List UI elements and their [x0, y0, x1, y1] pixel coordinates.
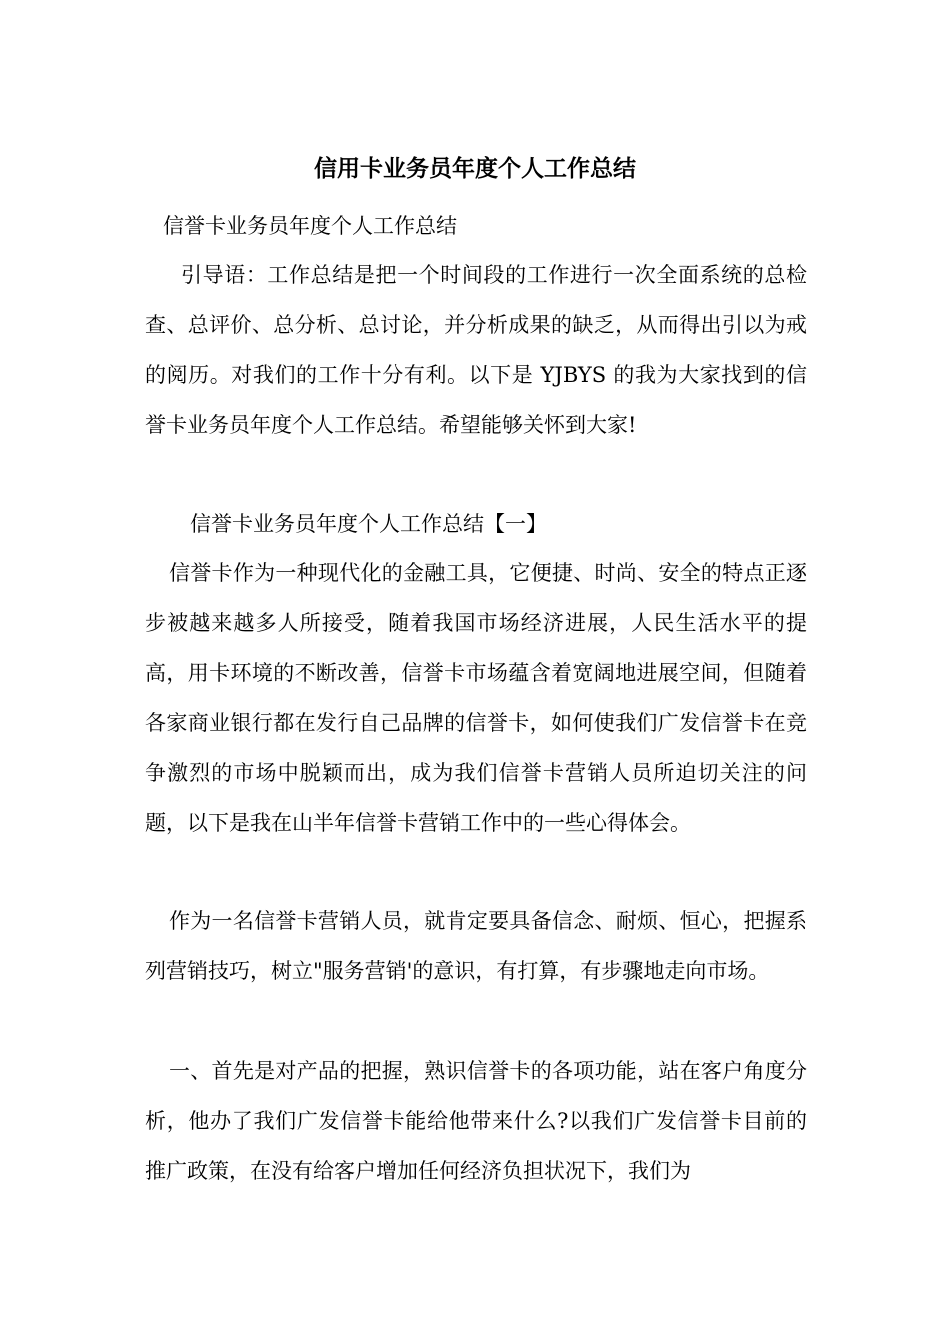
document-title: 信用卡业务员年度个人工作总结	[314, 155, 636, 182]
document-subtitle: 信誉卡业务员年度个人工作总结	[163, 214, 457, 238]
body-paragraph-3: 一、首先是对产品的把握，熟识信誉卡的各项功能，站在客户角度分析，他办了我们广发信誉卡能给他带来什么?以我们广发信誉卡目前的推广政策，在没有给客户增加任何经济负担状况下，我们为	[145, 1059, 807, 1183]
section-heading: 信誉卡业务员年度个人工作总结【一】	[190, 512, 547, 536]
body-paragraph-1: 信誉卡作为一种现代化的金融工具，它便捷、时尚、安全的特点正逐步被越来越多人所接受，随着我国市场经济进展，人民生活水平的提高，用卡环境的不断改善，信誉卡市场蕴含着宽阔地进展空间，但随着各家商业银行都在发行自己品牌的信誉卡，如何使我们广发信誉卡在竞争激烈的市场中脱颖而出，成为我们信誉卡营销人员所迫切关注的问题，以下是我在山半年信誉卡营销工作中的一些心得体会。	[145, 561, 807, 835]
body-paragraph-2: 作为一名信誉卡营销人员，就肯定要具备信念、耐烦、恒心，把握系列营销技巧，树立"服务营销'的意识，有打算，有步骤地走向市场。	[145, 909, 807, 983]
intro-paragraph: 引导语：工作总结是把一个时间段的工作进行一次全面系统的总检查、总评价、总分析、总讨论，并分析成果的缺乏，从而得出引以为戒的阅历。对我们的工作十分有利。以下是 YJBYS 的我为大家找到的信誉卡业务员年度个人工作总结。希望能够关怀到大家!	[145, 263, 807, 437]
